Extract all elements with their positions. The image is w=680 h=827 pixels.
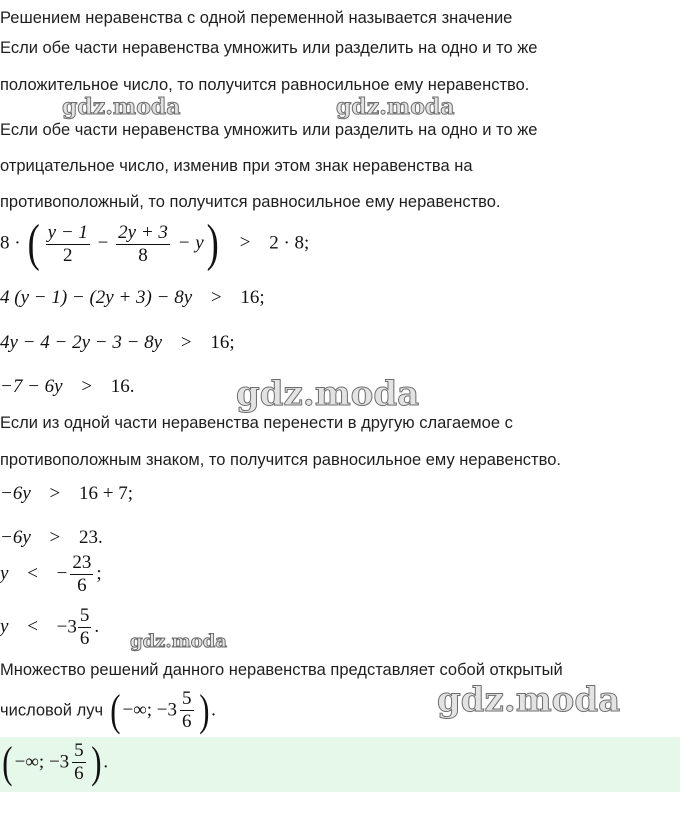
mixed-number-integer: −3 bbox=[56, 616, 77, 638]
fraction bbox=[72, 740, 86, 785]
math-rhs: 16 + 7; bbox=[78, 483, 133, 504]
watermark-logo: gdz.moda bbox=[130, 631, 227, 652]
math-term: − y bbox=[177, 232, 204, 254]
math-line-1 bbox=[0, 215, 310, 272]
math-end: . bbox=[94, 615, 100, 637]
fraction-denominator: 6 bbox=[77, 575, 87, 596]
fraction-numerator: 5 bbox=[182, 688, 192, 709]
watermark-logo: gdz.moda bbox=[62, 94, 181, 120]
math-term: 8 · bbox=[0, 232, 21, 254]
watermark-logo: gdz.moda bbox=[336, 94, 455, 120]
fraction-denominator: 8 bbox=[138, 244, 148, 266]
math-line-4 bbox=[0, 375, 135, 399]
fraction-denominator: 6 bbox=[182, 711, 192, 732]
relation-sign: < bbox=[27, 562, 38, 584]
open-paren: ( bbox=[2, 737, 13, 787]
relation-sign: > bbox=[180, 332, 192, 353]
fraction-numerator: 23 bbox=[72, 552, 92, 573]
math-end: . bbox=[211, 699, 216, 721]
math-lhs: 4y − 4 − 2y − 3 − 8y bbox=[0, 332, 163, 353]
watermark-logo: gdz.moda bbox=[236, 374, 420, 414]
watermark-logo: gdz.moda bbox=[437, 680, 621, 720]
paragraph-line: Если обе части неравенства умножить или разделить на одно и то же bbox=[0, 39, 538, 57]
fraction-denominator: 2 bbox=[63, 244, 73, 266]
answer-line bbox=[0, 737, 109, 787]
relation-sign: > bbox=[239, 232, 251, 254]
fraction bbox=[180, 688, 194, 733]
fraction-denominator: 6 bbox=[74, 763, 84, 784]
ray-label: числовой луч bbox=[0, 701, 104, 720]
math-line-6 bbox=[0, 526, 103, 550]
math-lhs: y bbox=[0, 562, 9, 584]
fraction bbox=[70, 552, 93, 597]
math-sign: − bbox=[56, 562, 68, 584]
paragraph-line: отрицательное число, изменив при этом знак неравенства на bbox=[0, 157, 473, 175]
math-rhs: 2 · 8; bbox=[269, 232, 310, 254]
fraction bbox=[78, 605, 92, 650]
math-line-3 bbox=[0, 331, 235, 355]
math-line-2 bbox=[0, 286, 265, 310]
close-paren: ) bbox=[206, 215, 219, 272]
paragraph-line: Если из одной части неравенства перенести в другую слагаемое с bbox=[0, 414, 513, 432]
math-lhs: 4 (y − 1) − (2y + 3) − 8y bbox=[0, 287, 193, 308]
paragraph-line: Множество решений данного неравенства представляет собой открытый bbox=[0, 661, 563, 679]
solution-ray-line bbox=[0, 685, 216, 735]
math-end: . bbox=[103, 751, 109, 773]
relation-sign: > bbox=[49, 483, 61, 504]
fraction-denominator: 6 bbox=[79, 628, 90, 649]
math-rhs: 16; bbox=[210, 332, 235, 353]
math-rhs: 16; bbox=[240, 287, 265, 308]
math-line-7 bbox=[0, 552, 102, 597]
close-paren: ) bbox=[90, 737, 102, 787]
math-operator: − bbox=[97, 232, 109, 254]
fraction-numerator: y − 1 bbox=[47, 221, 88, 243]
math-lhs: −6y bbox=[0, 483, 31, 504]
answer-interval-text: −∞; −3 bbox=[14, 751, 70, 773]
fraction bbox=[46, 222, 90, 267]
paragraph-line: Решением неравенства с одной переменной называется значение bbox=[0, 9, 513, 27]
relation-sign: < bbox=[27, 615, 38, 637]
math-lhs: y bbox=[0, 615, 9, 637]
relation-sign: > bbox=[81, 376, 93, 397]
fraction-numerator: 5 bbox=[79, 605, 90, 626]
fraction-numerator: 2y + 3 bbox=[118, 221, 168, 243]
open-paren: ( bbox=[27, 215, 41, 272]
math-rhs: 23. bbox=[78, 527, 103, 548]
relation-sign: > bbox=[49, 527, 61, 548]
math-end: ; bbox=[96, 562, 102, 584]
fraction-numerator: 5 bbox=[74, 740, 84, 761]
math-rhs: 16. bbox=[110, 376, 135, 397]
relation-sign: > bbox=[210, 287, 222, 308]
close-paren: ) bbox=[198, 685, 209, 735]
math-line-5 bbox=[0, 482, 133, 506]
paragraph-line: противоположный, то получится равносильное ему неравенство. bbox=[0, 193, 501, 211]
math-lhs: −6y bbox=[0, 527, 31, 548]
math-lhs: −7 − 6y bbox=[0, 376, 63, 397]
paragraph-line: положительное число, то получится равносильное ему неравенство. bbox=[0, 76, 530, 94]
open-paren: ( bbox=[110, 685, 121, 735]
fraction bbox=[116, 222, 170, 267]
paragraph-line: противоположным знаком, то получится равносильное ему неравенство. bbox=[0, 451, 561, 469]
paragraph-line: Если обе части неравенства умножить или разделить на одно и то же bbox=[0, 121, 538, 139]
math-line-8 bbox=[0, 605, 99, 650]
interval-text: −∞; −3 bbox=[122, 699, 178, 721]
